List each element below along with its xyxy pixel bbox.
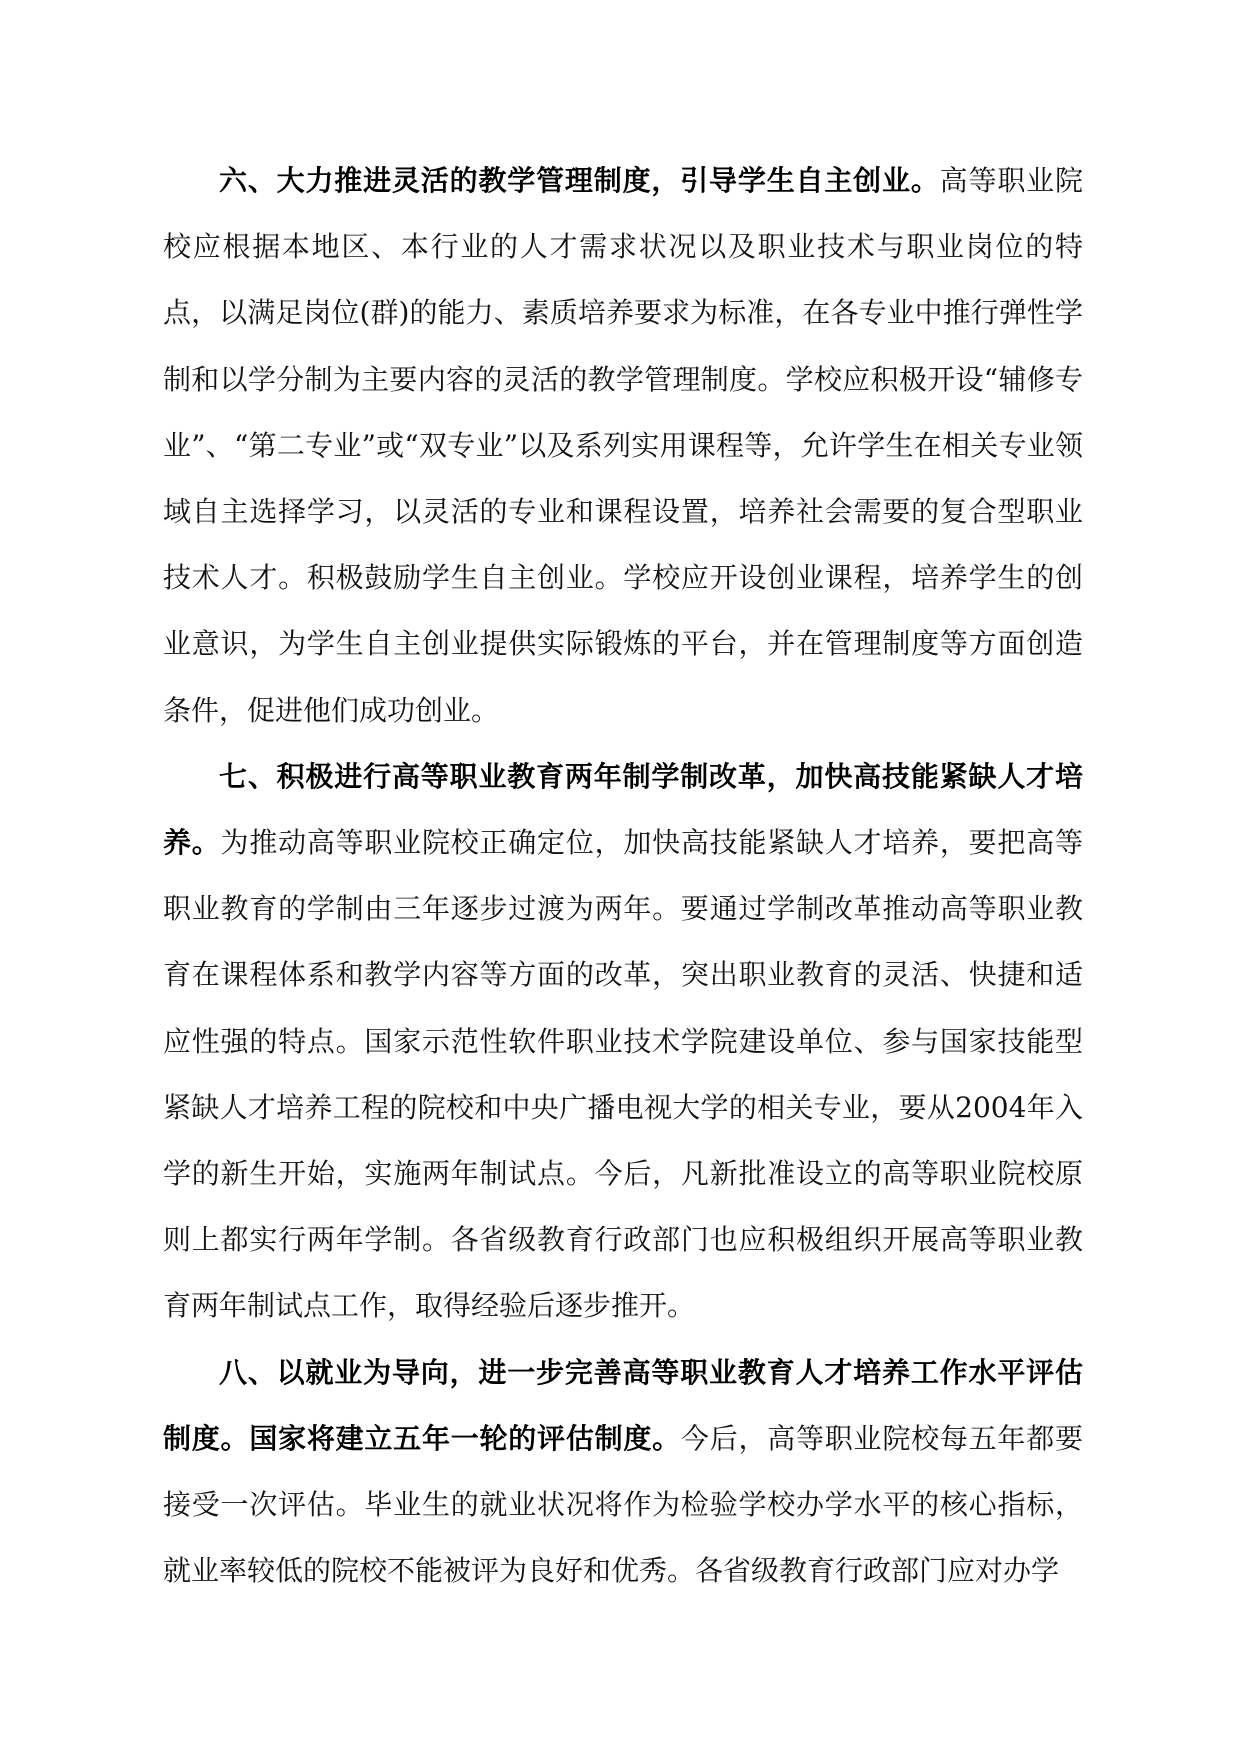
paragraph-seven-heading: 七、积极进行高等职业教育两年制学制改革，加快高技能紧缺人才培养。 (163, 759, 1083, 860)
paragraph-six-heading: 六、大力推进灵活的教学管理制度，引导学生自主创业。 (219, 164, 940, 197)
paragraph-eight-heading: 八、以就业为导向，进一步完善高等职业教育人才培养工作水平评估制度。国家将建立五年一轮的评估制度。 (163, 1355, 1083, 1455)
paragraph-seven-body: 为推动高等职业院校正确定位，加快高技能紧缺人才培养，要把高等职业教育的学制由三年逐步过渡为两年。要通过学制改革推动高等职业教育在课程体系和教学内容等方面的改革，突出职业教育的灵活、快捷和适应性强的特点。国家示范性软件职业技术学院建设单位、参与国家技能型紧缺人才培养工程的院校和中央广播电视大学的相关专业，要从2004年入学的新生开始，实施两年制试点。今后，凡新批准设立的高等职业院校原则上都实行两年学制。各省级教育行政部门也应积极组织开展高等职业教育两年制试点工作，取得经验后逐步推开。 (163, 826, 1083, 1323)
paragraph-seven (163, 744, 1083, 1340)
paragraph-six-body: 高等职业院校应根据本地区、本行业的人才需求状况以及职业技术与职业岗位的特点，以满足岗位(群)的能力、素质培养要求为标准，在各专业中推行弹性学制和以学分制为主要内容的灵活的教学管理制度。学校应积极开设“辅修专业”、“第二专业”或“双专业”以及系列实用课程等，允许学生在相关专业领域自主选择学习，以灵活的专业和课程设置，培养社会需要的复合型职业技术人才。积极鼓励学生自主创业。学校应开设创业课程，培养学生的创业意识，为学生自主创业提供实际锻炼的平台，并在管理制度等方面创造条件，促进他们成功创业。 (163, 164, 1083, 727)
paragraph-eight (163, 1340, 1083, 1605)
paragraph-six (163, 148, 1083, 744)
paragraph-eight-body: 今后，高等职业院校每五年都要接受一次评估。毕业生的就业状况将作为检验学校办学水平的核心指标，就业率较低的院校不能被评为良好和优秀。各省级教育行政部门应对办学 (163, 1421, 1083, 1588)
document-body (163, 148, 1083, 1604)
